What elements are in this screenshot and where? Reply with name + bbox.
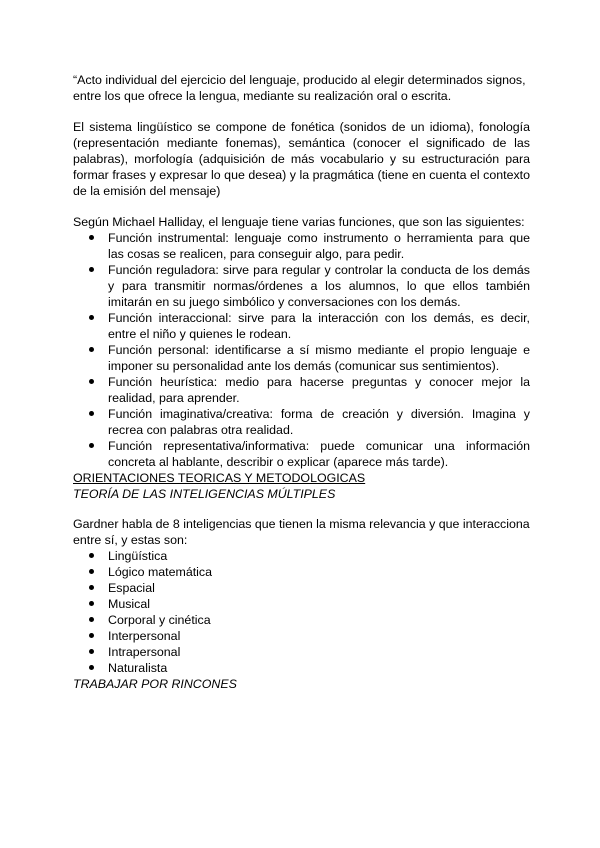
list-item	[73, 438, 530, 470]
quote-paragraph: “Acto individual del ejercicio del lenguaje, producido al elegir determinados signos, entre los que ofrece la lengua, mediante su realización oral o escrita.	[73, 73, 526, 103]
list-item-text: Función imaginativa/creativa: forma de creación y diversión. Imagina y recrea con palabras otra realidad.	[108, 407, 530, 437]
bullet-icon	[89, 235, 94, 240]
bullet-icon	[89, 379, 94, 384]
list-item	[73, 628, 530, 644]
list-item-text: Corporal y cinética	[108, 613, 211, 627]
list-item	[73, 644, 530, 660]
list-item-text: Intrapersonal	[108, 645, 181, 659]
list-item-text: Lógico matemática	[108, 565, 212, 579]
document-page	[73, 72, 530, 692]
bullet-icon	[89, 443, 94, 448]
list-item-text: Función personal: identificarse a sí mismo mediante el propio lenguaje e imponer su personalidad ante los demás (comunicar sus sentimientos).	[108, 343, 530, 373]
intelligences-list	[73, 548, 530, 676]
list-item	[73, 230, 530, 262]
list-item	[73, 580, 530, 596]
list-item	[73, 660, 530, 676]
bullet-icon	[89, 553, 94, 558]
bullet-icon	[89, 347, 94, 352]
list-item	[73, 262, 530, 310]
list-item	[73, 564, 530, 580]
bullet-icon	[89, 633, 94, 638]
list-item	[73, 310, 530, 342]
bullet-icon	[89, 267, 94, 272]
list-item-text: Función representativa/informativa: puede comunicar una información concreta al hablante, describir o explicar (aparece más tarde).	[108, 439, 530, 469]
bullet-icon	[89, 601, 94, 606]
subheading-corners: TRABAJAR POR RINCONES	[73, 677, 237, 691]
list-item-text: Interpersonal	[108, 629, 181, 643]
bullet-icon	[89, 585, 94, 590]
subheading-multiple-intelligences: TEORÍA DE LAS INTELIGENCIAS MÚLTIPLES	[73, 487, 336, 501]
bullet-icon	[89, 665, 94, 670]
list-item-text: Espacial	[108, 581, 155, 595]
bullet-icon	[89, 411, 94, 416]
list-item	[73, 406, 530, 438]
list-item	[73, 374, 530, 406]
list-item	[73, 548, 530, 564]
bullet-icon	[89, 569, 94, 574]
list-item-text: Función reguladora: sirve para regular y controlar la conducta de los demás y para transmitir normas/órdenes a los alumnos, lo que ellos también imitarán en su juego simbólico y conversaciones con los demás.	[108, 263, 530, 309]
list-item-text: Musical	[108, 597, 150, 611]
list-item-text: Función interaccional: sirve para la interacción con los demás, es decir, entre el niño y quienes le rodean.	[108, 311, 530, 341]
bullet-icon	[89, 315, 94, 320]
list-item	[73, 596, 530, 612]
section-heading: ORIENTACIONES TEORICAS Y METODOLOGICAS	[73, 471, 366, 485]
halliday-paragraph: Según Michael Halliday, el lenguaje tiene varias funciones, que son las siguientes:	[73, 215, 525, 229]
gardner-paragraph: Gardner habla de 8 inteligencias que tienen la misma relevancia y que interacciona entre sí, y estas son:	[73, 517, 530, 547]
list-item-text: Naturalista	[108, 661, 168, 675]
list-item-text: Función heurística: medio para hacerse preguntas y conocer mejor la realidad, para aprender.	[108, 375, 530, 405]
list-item	[73, 342, 530, 374]
linguistic-system-paragraph: El sistema lingüístico se compone de fonética (sonidos de un idioma), fonología (representación mediante fonemas), semántica (conocer el significado de las palabras), morfología (adquisición de más vocabulario y su estructuración para formar frases y expresar lo que desea) y la pragmática (tiene en cuenta el contexto de la emisión del mensaje)	[73, 120, 530, 198]
bullet-icon	[89, 617, 94, 622]
list-item-text: Lingüística	[108, 549, 168, 563]
list-item-text: Función instrumental: lenguaje como instrumento o herramienta para que las cosas se realicen, para conseguir algo, para pedir.	[108, 231, 530, 261]
halliday-functions-list	[73, 230, 530, 470]
bullet-icon	[89, 649, 94, 654]
list-item	[73, 612, 530, 628]
